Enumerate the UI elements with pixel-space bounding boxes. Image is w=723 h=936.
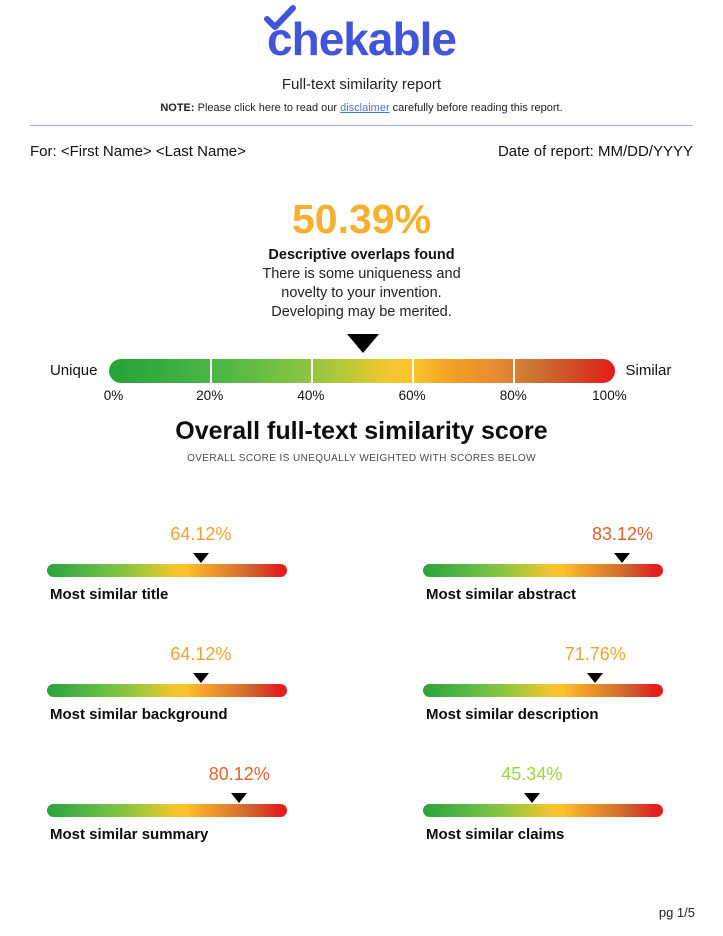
overall-description-line-2: novelty to your invention.	[281, 285, 442, 301]
gauge-summary-bar	[47, 804, 287, 817]
tick-0: 0%	[103, 388, 124, 403]
gauge-claims-label: Most similar claims	[426, 826, 565, 843]
gauge-background	[47, 644, 287, 728]
recipient-name: For: <First Name> <Last Name>	[30, 143, 246, 160]
gauge-claims-marker-icon	[524, 793, 540, 803]
gauge-abstract	[423, 524, 663, 608]
overall-gauge	[49, 334, 672, 408]
gauge-description-score: 71.76%	[564, 644, 626, 664]
overall-description-line-3: Developing may be merited.	[271, 304, 452, 320]
gauge-description	[423, 644, 663, 728]
gauge-background-marker-icon	[193, 673, 209, 683]
gauge-summary-score: 80.12%	[208, 764, 270, 784]
gauge-claims-score: 45.34%	[501, 764, 563, 784]
tick-20: 20%	[196, 388, 224, 403]
chekable-logo	[267, 12, 456, 66]
overall-gradient-bar	[109, 359, 615, 383]
gauge-claims	[423, 764, 663, 848]
scale-ticks	[103, 388, 627, 408]
tick-40: 40%	[297, 388, 325, 403]
check-icon	[263, 4, 297, 34]
gauge-summary	[47, 764, 287, 848]
gauge-description-label: Most similar description	[426, 706, 599, 723]
report-date: Date of report: MM/DD/YYYY	[497, 143, 693, 160]
scale-label-similar: Similar	[625, 362, 672, 379]
gauge-abstract-score: 83.12%	[591, 524, 654, 544]
gauge-abstract-bar	[423, 564, 663, 577]
overall-description-line-1: There is some uniqueness and	[262, 266, 461, 282]
header-divider	[30, 125, 693, 126]
logo-wrap	[0, 0, 723, 66]
gauge-summary-marker-icon	[231, 793, 247, 803]
logo-text: chekable	[267, 13, 456, 65]
note-text-pre: Please click here to read our	[194, 102, 341, 114]
gauge-description-marker-icon	[587, 673, 603, 683]
gauge-background-label: Most similar background	[50, 706, 228, 723]
gauge-title-label: Most similar title	[50, 586, 169, 603]
overall-subheading: OVERALL SCORE IS UNEQUALLY WEIGHTED WITH SCORES BELOW	[187, 453, 536, 464]
bar-separator	[412, 359, 414, 383]
gauge-summary-label: Most similar summary	[50, 826, 209, 843]
gauge-background-score: 64.12%	[170, 644, 232, 664]
disclaimer-link[interactable]: disclaimer	[340, 102, 390, 114]
info-row	[30, 143, 693, 160]
section-gauges	[0, 524, 723, 848]
gauge-title	[47, 524, 287, 608]
gauge-background-bar	[47, 684, 287, 697]
tick-60: 60%	[398, 388, 426, 403]
gauge-description-bar	[423, 684, 663, 697]
overall-description	[0, 265, 723, 322]
bar-separator	[210, 359, 212, 383]
overall-heading: Overall full-text similarity score	[175, 417, 548, 445]
page-number: pg 1/5	[658, 905, 695, 920]
overall-verdict: Descriptive overlaps found	[268, 247, 455, 263]
bar-separator	[311, 359, 313, 383]
scale-label-unique: Unique	[49, 362, 98, 379]
tick-100: 100%	[592, 388, 627, 403]
note-label: NOTE:	[160, 102, 195, 114]
tick-80: 80%	[499, 388, 527, 403]
note-text-post: carefully before reading this report.	[389, 102, 563, 114]
gauge-claims-bar	[423, 804, 663, 817]
gauge-title-marker-icon	[193, 553, 209, 563]
gauge-abstract-label: Most similar abstract	[426, 586, 577, 603]
bar-separator	[513, 359, 515, 383]
report-title: Full-text similarity report	[281, 76, 442, 93]
gauge-title-bar	[47, 564, 287, 577]
note-line	[0, 102, 723, 114]
gauge-title-score: 64.12%	[170, 524, 232, 544]
overall-score-value: 50.39%	[291, 196, 432, 242]
gauge-abstract-marker-icon	[614, 553, 630, 563]
overall-score-marker-icon	[347, 334, 379, 353]
